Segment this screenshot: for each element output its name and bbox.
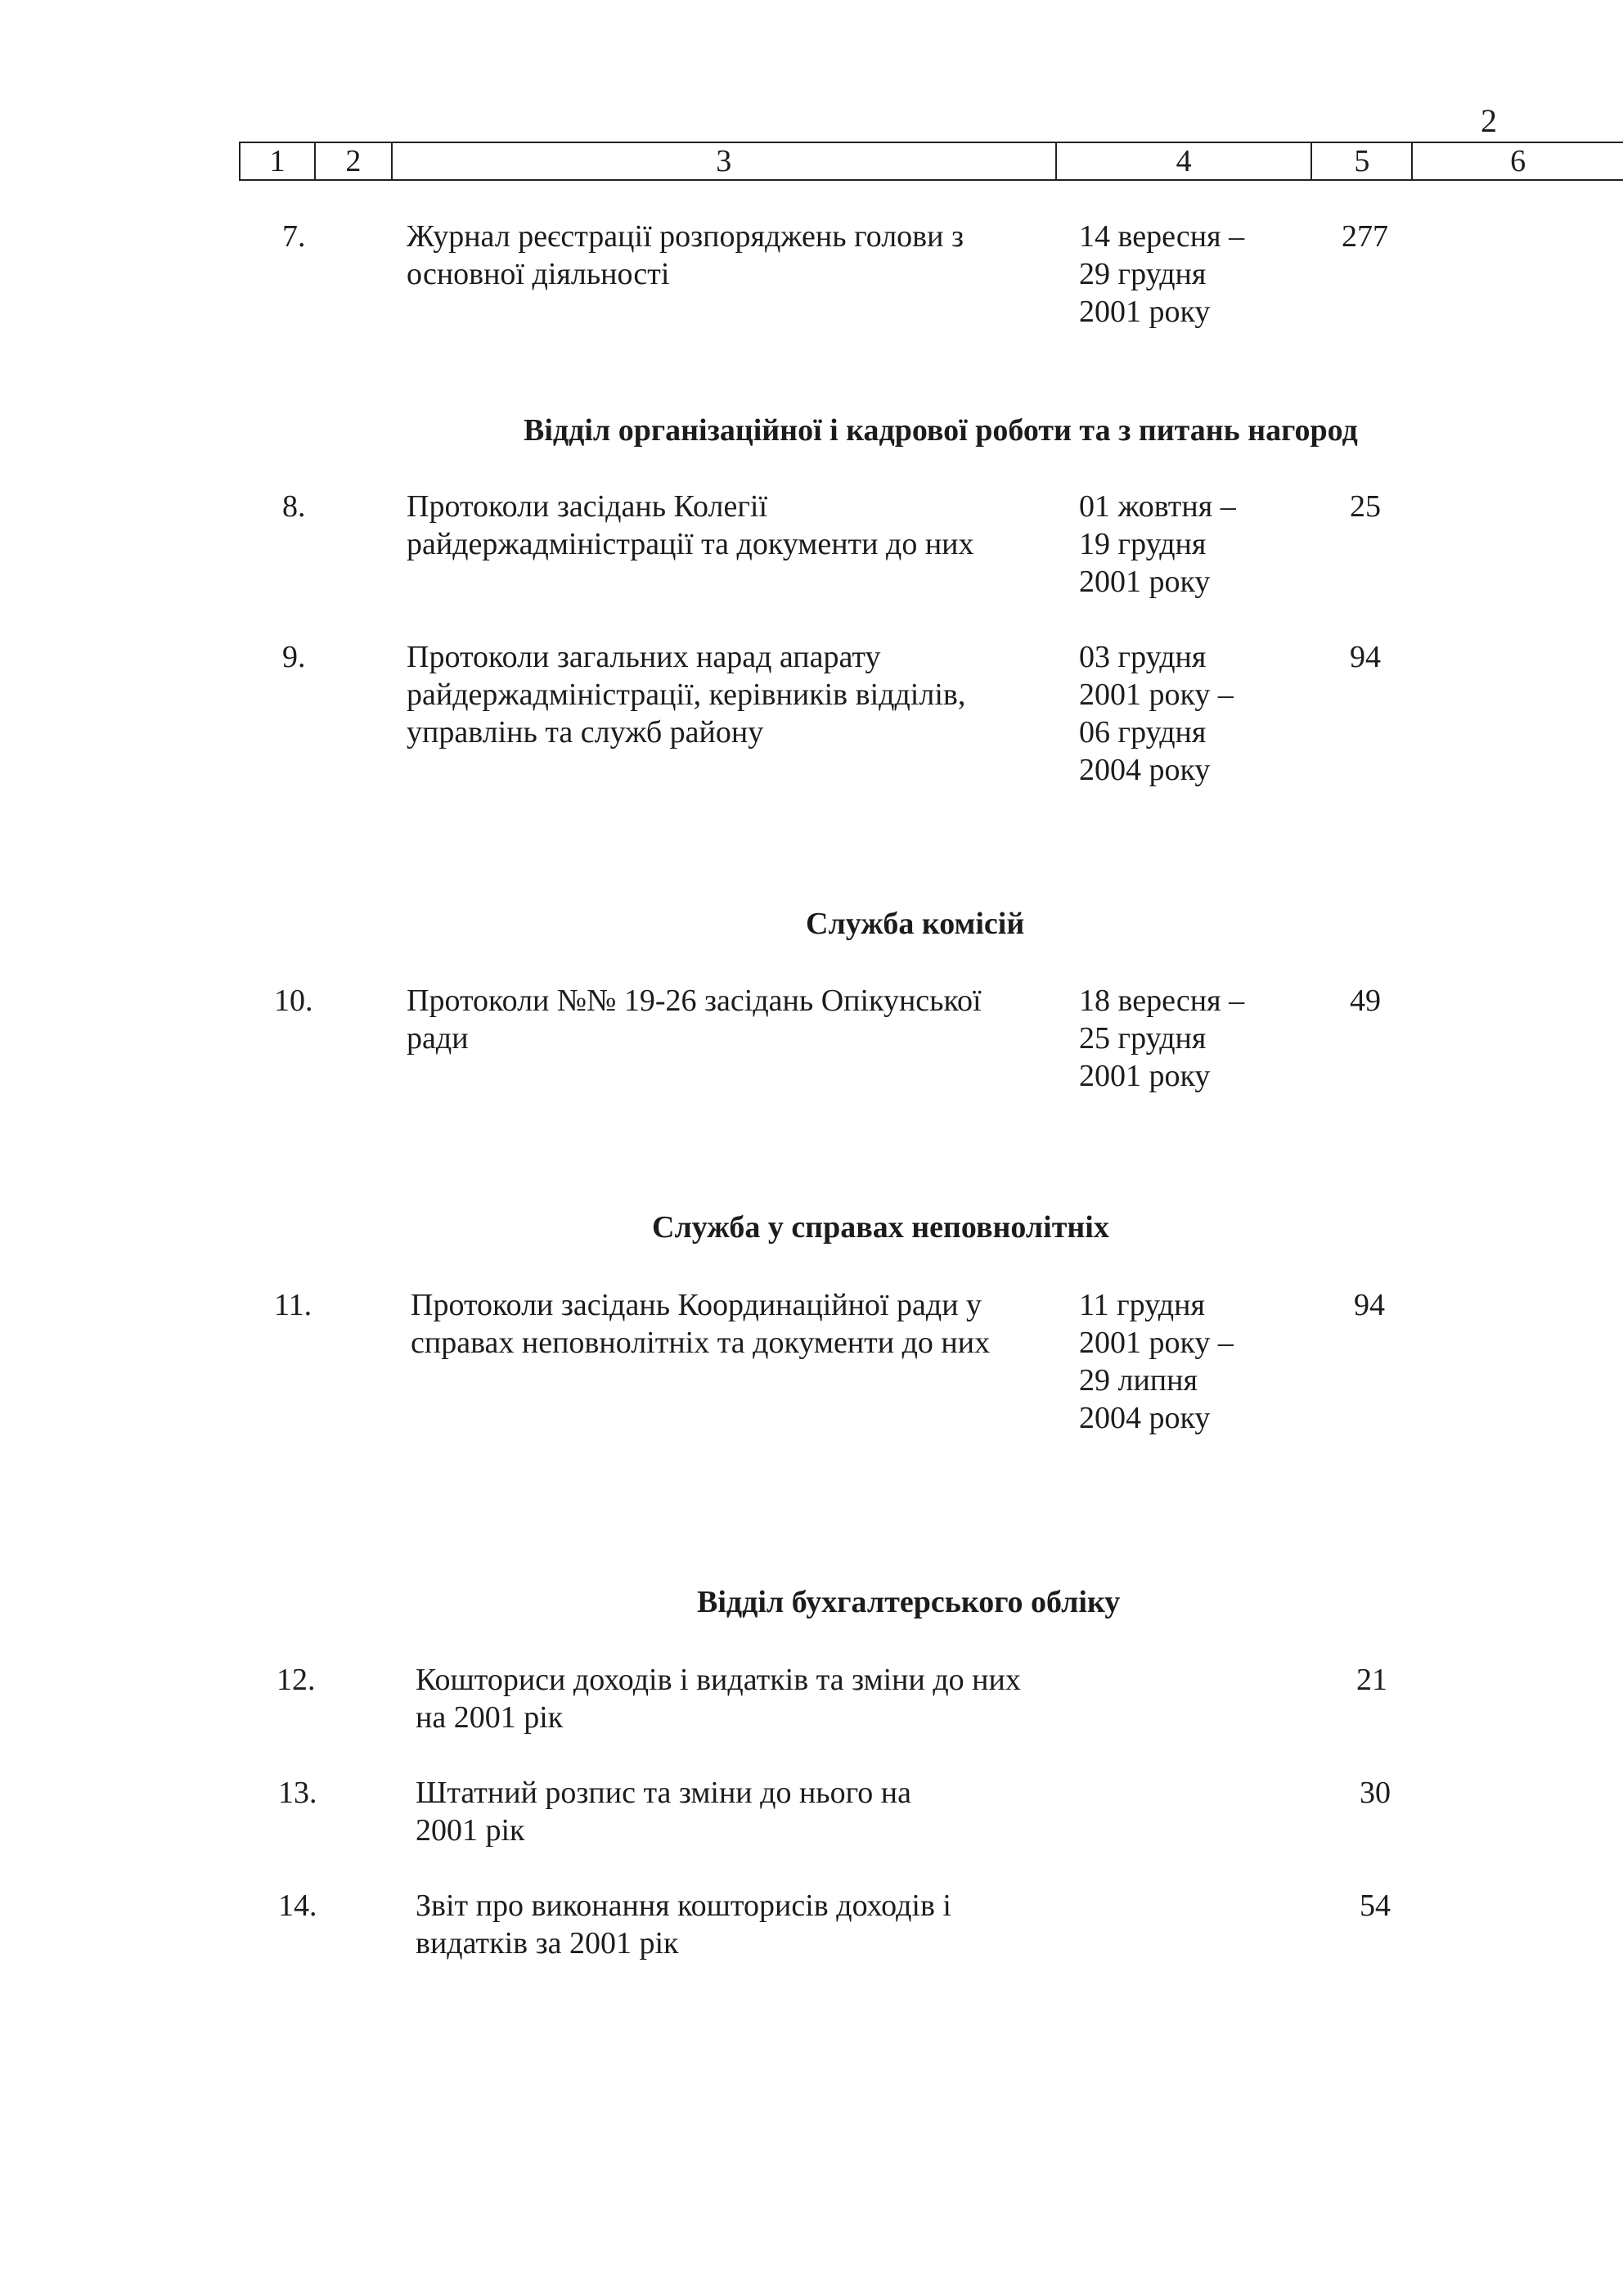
entry-number: 13. [278,1776,317,1810]
list-item [276,1661,1430,1743]
entry-number: 7. [282,219,306,254]
column-header-2: 2 [316,143,393,179]
entry-date-line: 19 грудня [1079,527,1207,561]
entry-title: Протоколи №№ 19-26 засідань Опікунської ради [407,984,982,1056]
column-header-5: 5 [1312,143,1413,179]
entry-date-line: 14 вересня – [1079,219,1245,254]
entry-date-line: 2001 року – [1079,678,1234,712]
entry-date-line: 29 грудня [1079,257,1207,291]
entry-date-line: 06 грудня [1079,715,1207,750]
entry-count: 30 [1360,1776,1391,1810]
section-heading: Відділ організаційної і кадрової роботи та з питань нагород [524,413,1358,448]
entry-date-line: 03 грудня [1079,640,1207,674]
entry-date-line: 25 грудня [1079,1021,1207,1056]
entry-number: 11. [274,1288,312,1322]
entry-count: 277 [1342,219,1388,254]
list-item [282,488,1427,610]
entry-date-line: 2004 року [1079,753,1211,787]
entry-dates [1079,982,1292,1095]
entry-count: 49 [1350,984,1381,1018]
entry-date-line: 2001 року [1079,295,1211,329]
entry-number: 12. [276,1663,316,1697]
column-header-4: 4 [1057,143,1313,179]
entry-title: Звіт про виконання кошторисів доходів і видатків за 2001 рік [416,1889,951,1961]
list-item [274,1286,1427,1450]
entry-date-line: 29 липня [1079,1363,1198,1398]
entry-title: Журнал реєстрації розпоряджень голови з основної діяльності [407,219,964,291]
column-header-1: 1 [241,143,316,179]
entry-count: 25 [1350,489,1381,524]
entry-count: 54 [1360,1889,1391,1923]
column-header-3: 3 [393,143,1057,179]
entry-number: 14. [278,1889,317,1923]
entry-title: Протоколи засідань Координаційної ради у справах неповнолітніх та документи до них [411,1288,991,1360]
entry-count: 94 [1354,1288,1385,1322]
entry-title: Кошториси доходів і видатків та зміни до них на 2001 рік [416,1663,1021,1735]
entry-dates [1079,488,1292,601]
entry-date-line: 2001 року [1079,1059,1211,1093]
page-number: 2 [1481,102,1497,139]
column-header-row [239,142,1623,181]
entry-date-line: 2004 року [1079,1401,1211,1435]
column-header-6: 6 [1510,144,1526,178]
entry-number: 9. [282,640,306,674]
entry-title: Протоколи загальних нарад апарату райдержадміністрації, керівників відділів, управлінь та служб району [407,640,966,750]
list-item [278,1774,1432,1856]
entry-number: 8. [282,489,306,524]
entry-dates [1079,638,1292,789]
entry-date-line: 18 вересня – [1079,984,1245,1018]
entry-date-line: 01 жовтня – [1079,489,1236,524]
section-heading: Служба у справах неповнолітніх [652,1210,1109,1245]
entry-title: Протоколи засідань Колегії райдержадміністрації та документи до них [407,489,974,561]
entry-dates [1079,1286,1292,1437]
section-heading: Відділ бухгалтерського обліку [697,1585,1121,1619]
entry-count: 94 [1350,640,1381,674]
entry-date-line: 2001 року – [1079,1326,1234,1360]
entry-date-line: 11 грудня [1079,1288,1205,1322]
entry-dates [1079,218,1292,331]
list-item [274,982,1427,1105]
list-item [282,218,1427,340]
entry-title: Штатний розпис та зміни до нього на 2001 рік [416,1776,911,1848]
list-item [278,1887,1432,1969]
entry-number: 10. [274,984,313,1018]
entry-date-line: 2001 року [1079,565,1211,599]
entry-count: 21 [1356,1663,1387,1697]
section-heading: Служба комісій [806,907,1025,941]
list-item [282,638,1427,802]
